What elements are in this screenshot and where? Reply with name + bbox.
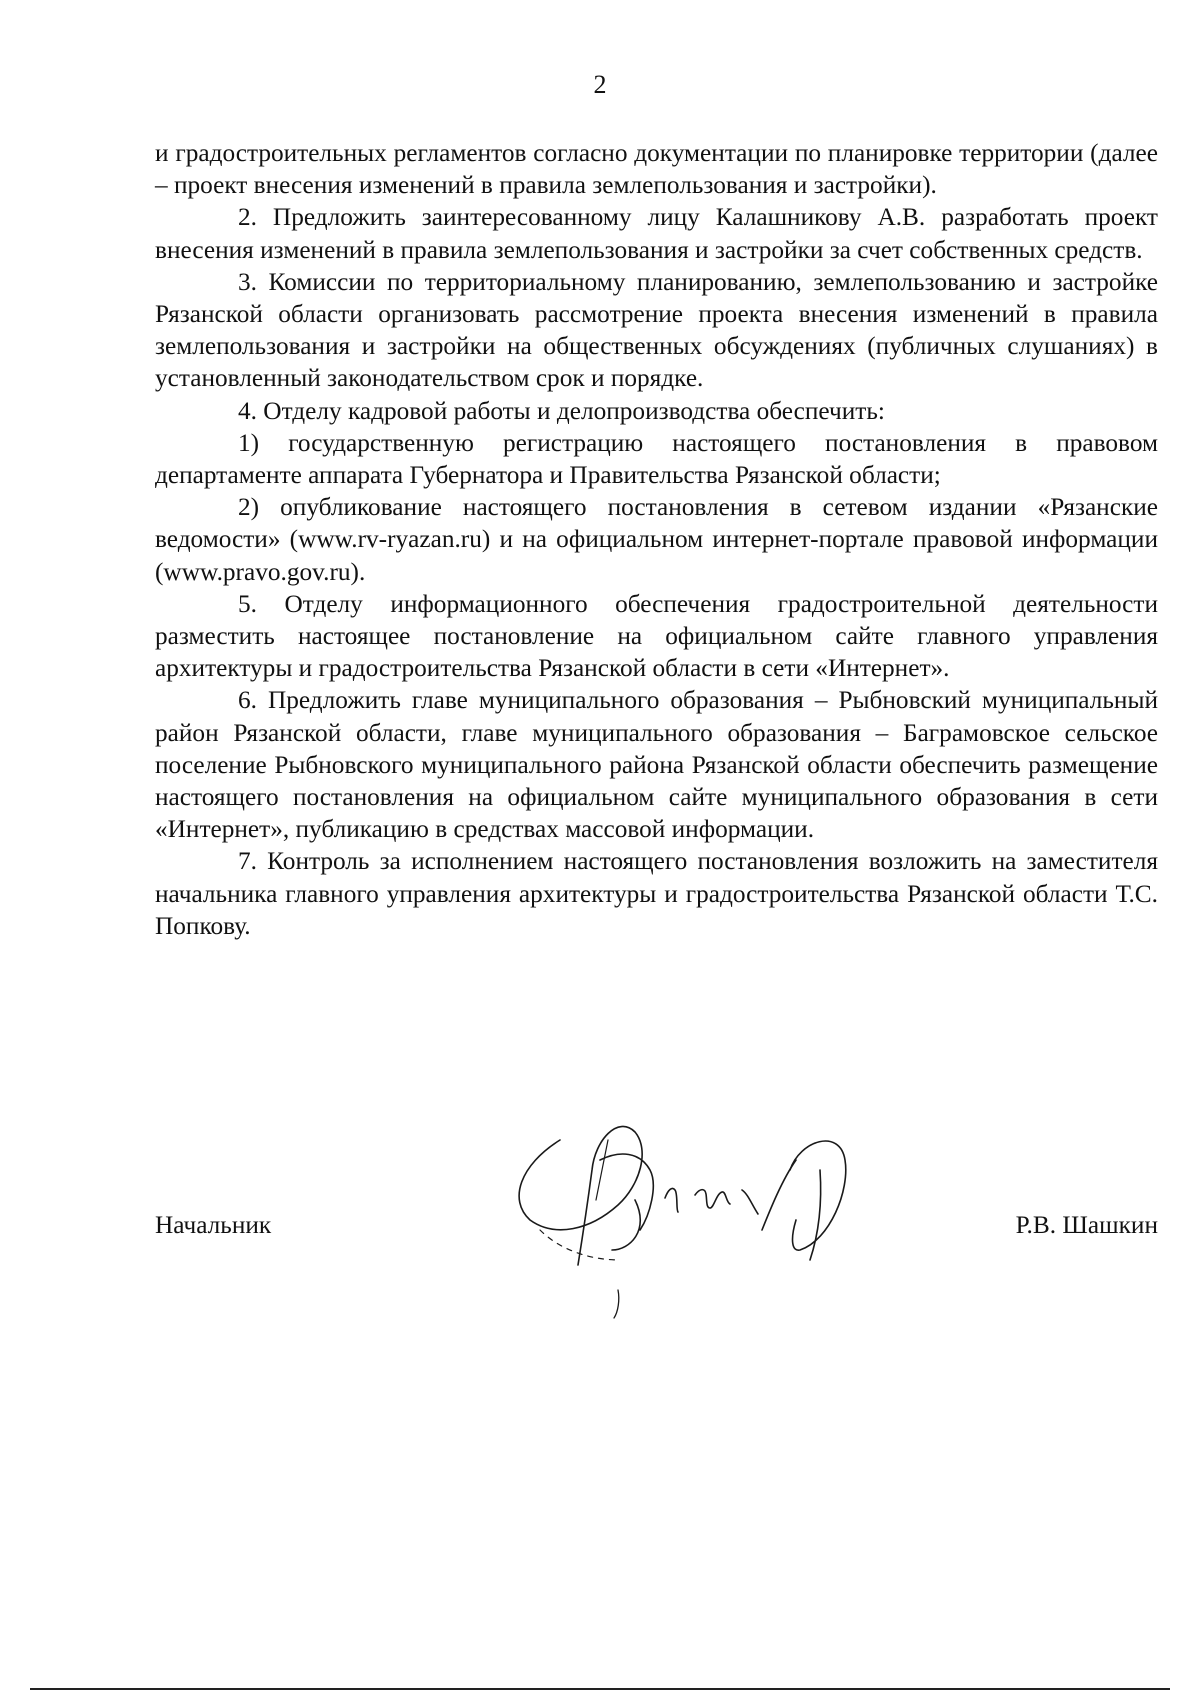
page-number: 2 — [593, 70, 607, 99]
paragraph-item-3: 3. Комиссии по территориальному планированию, землепользованию и застройке Рязанской области организовать рассмотрение проекта внесения изменений в правила землепользования и застройки на общественных обсуждениях (публичных слушаниях) в установленный законодательством срок и порядке. — [155, 267, 1158, 393]
page-bottom-rule — [30, 1688, 1170, 1690]
paragraph-item-6: 6. Предложить главе муниципального образования – Рыбновский муниципальный район Рязанской области, главе муниципального образования – Баграмовское сельское поселение Рыбновского муниципального района Рязанской области обеспечить размещение настоящего постановления на официальном сайте муниципального образования в сети «Интернет», публикацию в средствах массовой информации. — [155, 686, 1158, 844]
paragraph-item-2: 2. Предложить заинтересованному лицу Калашникову А.В. разработать проект внесения изменений в правила землепользования и застройки за счет собственных средств. — [155, 203, 1158, 264]
signatory-name: Р.В. Шашкин — [1015, 1211, 1158, 1239]
paragraph-intro: и градостроительных регламентов согласно документации по планировке территории (далее – проект внесения изменений в правила землепользования и застройки). — [155, 139, 1158, 200]
paragraph-item-4: 4. Отделу кадровой работы и делопроизводства обеспечить: — [238, 396, 885, 425]
paragraph-item-4-1: 1) государственную регистрацию настоящего постановления в правовом департаменте аппарата Губернатора и Правительства Рязанской области; — [155, 428, 1158, 490]
paragraph-item-4-2: 2) опубликование настоящего постановления в сетевом издании «Рязанские ведомости» (www.rv-ryazan.ru) и на официальном интернет-портале правовой информации (www.pravo.gov.ru). — [155, 493, 1158, 586]
signatory-title: Начальник — [155, 1211, 272, 1239]
paragraph-item-7: 7. Контроль за исполнением настоящего постановления возложить на заместителя начальника главного управления архитектуры и градостроительства Рязанской области Т.С. Попкову. — [155, 847, 1158, 940]
handwritten-signature-image — [500, 1090, 920, 1330]
paragraph-item-5: 5. Отделу информационного обеспечения градостроительной деятельности разместить настоящее постановление на официальном сайте главного управления архитектуры и градостроительства Рязанской области в сети «Интернет». — [155, 589, 1158, 683]
document-body — [155, 137, 1158, 942]
